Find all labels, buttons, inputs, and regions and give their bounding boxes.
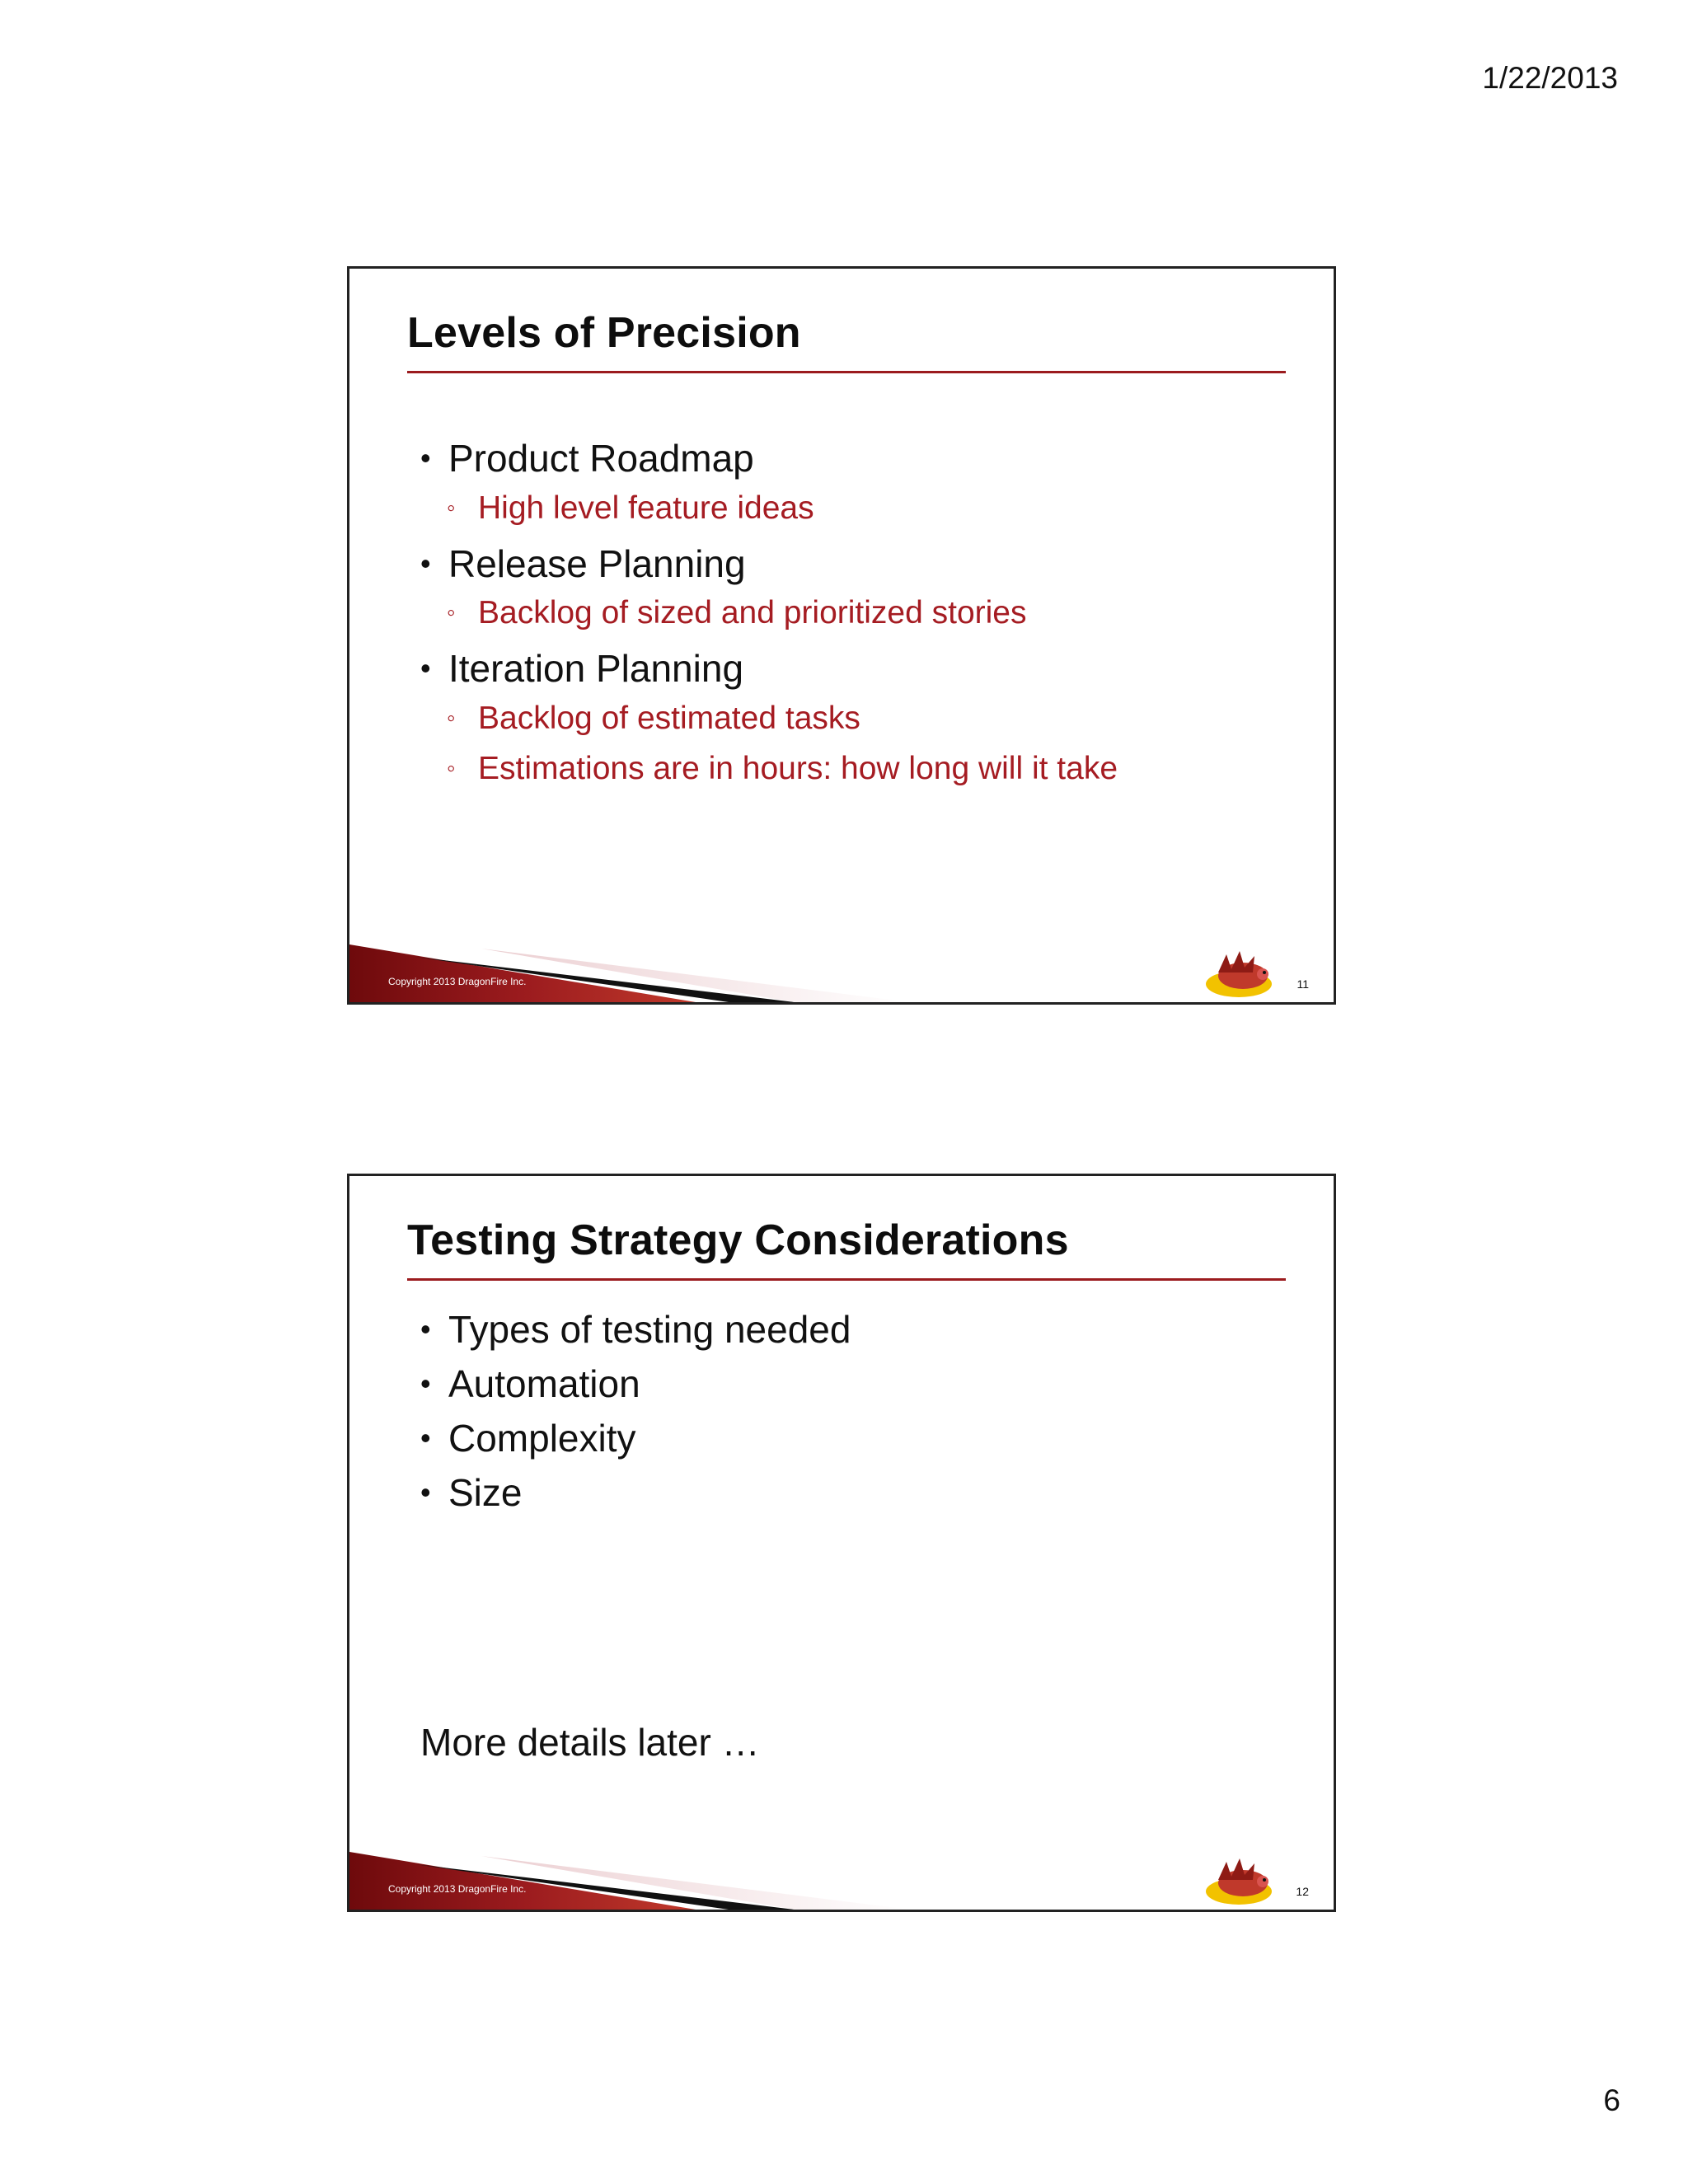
sub-bullet-item: ◦ Estimations are in hours: how long will it take [420, 748, 1118, 791]
slide-number: 11 [1296, 977, 1309, 991]
dragon-logo-icon [1202, 948, 1276, 999]
bullet-list [420, 1308, 851, 1526]
sub-bullet-item: ◦ Backlog of estimated tasks [420, 697, 1118, 741]
bullet-item: • Types of testing needed [420, 1308, 851, 1352]
slide-levels-of-precision [347, 266, 1336, 1005]
slide-title: Testing Strategy Considerations [407, 1216, 1069, 1264]
copyright-text: Copyright 2013 DragonFire Inc. [388, 976, 527, 987]
bullet-list [420, 425, 1118, 797]
slide-note: More details later … [420, 1721, 760, 1764]
slide-title: Levels of Precision [407, 309, 801, 357]
page-number: 6 [1603, 2083, 1620, 2117]
page-date: 1/22/2013 [1482, 61, 1618, 95]
title-underline [407, 371, 1286, 373]
bullet-item: • Release Planning [420, 542, 1118, 586]
slide-testing-strategy [347, 1174, 1336, 1912]
bullet-item: • Size [420, 1471, 851, 1515]
dragon-logo-icon [1202, 1855, 1276, 1906]
sub-bullet-item: ◦ Backlog of sized and prioritized stories [420, 592, 1118, 635]
bullet-item: • Automation [420, 1362, 851, 1406]
bullet-item: • Product Roadmap [420, 437, 1118, 480]
bullet-item: • Iteration Planning [420, 647, 1118, 691]
title-underline [407, 1278, 1286, 1281]
slide-number: 12 [1296, 1885, 1309, 1898]
bullet-item: • Complexity [420, 1417, 851, 1460]
sub-bullet-item: ◦ High level feature ideas [420, 487, 1118, 531]
copyright-text: Copyright 2013 DragonFire Inc. [388, 1883, 527, 1895]
